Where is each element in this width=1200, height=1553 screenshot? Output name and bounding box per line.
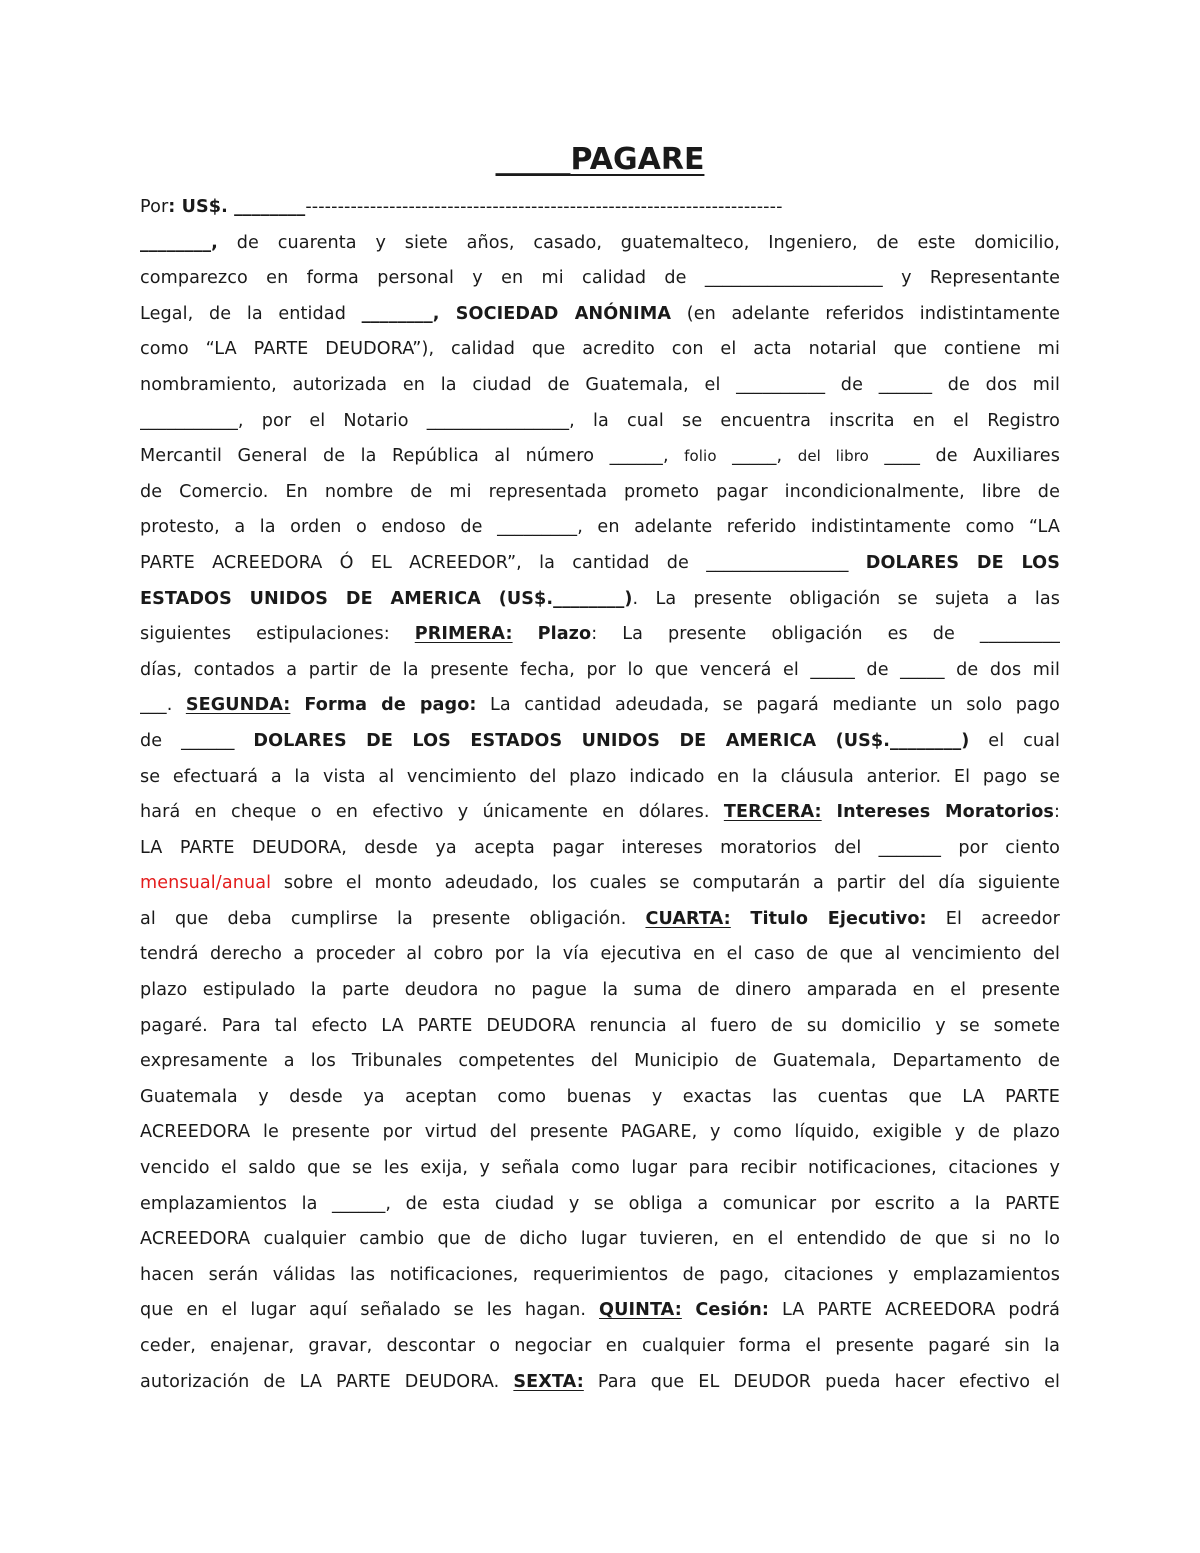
text-segment: de Comercio. En nombre de mi representada prometo pagar incondicionalmente, libre de [140,481,1060,502]
text-line [140,831,1060,867]
bold-text: Cesión: [681,1300,770,1321]
bold-text: DOLARES DE LOS [865,552,1060,573]
document-title [0,140,1200,180]
text-segment: días, contados a partir de la presente fecha, por lo que vencerá el _____ de _____ de dos mil [140,659,1060,680]
text-line [140,1115,1060,1151]
text-segment: expresamente a los Tribunales competentes del Municipio de Guatemala, Departamento de [140,1051,1060,1072]
bold-text: SEXTA: [513,1371,584,1392]
text-line [140,653,1060,689]
text-line [140,795,1060,831]
text-line [140,1293,1060,1329]
text-line [140,1365,1060,1401]
text-segment: Guatemala y desde ya aceptan como buenas y exactas las cuentas que LA PARTE [140,1086,1060,1107]
text-line [140,937,1060,973]
text-segment: tendrá derecho a proceder al cobro por la vía ejecutiva en el caso de que al vencimiento del [140,944,1060,965]
text-segment: ___________, por el Notario ________________, la cual se encuentra inscrita en el Registro [140,410,1060,431]
bold-text: : US$. ________ [168,197,306,217]
bold-text: CUARTA: [645,908,731,929]
text-segment: vencido el saldo que se les exija, y señala como lugar para recibir notificaciones, citaciones y [140,1158,1060,1179]
text-segment: . La presente obligación se sujeta a las [632,588,1060,609]
text-segment: comparezco en forma personal y en mi calidad de ____________________ y Representante [140,268,1060,289]
title-text [496,142,705,177]
bold-text: QUINTA: [599,1300,682,1321]
text-line [140,724,1060,760]
text-line [140,404,1060,440]
text-line [140,1044,1060,1080]
text-segment: del libro [797,447,869,466]
text-line [140,439,1060,475]
text-segment: La cantidad adeudada, se pagará mediante un solo pago [476,695,1060,716]
text-segment: autorización de LA PARTE DEUDORA. [140,1371,514,1392]
text-segment: ceder, enajenar, gravar, descontar o negociar en cualquier forma el presente pagaré sin la [140,1336,1060,1356]
bold-text: Titulo Ejecutivo: [730,908,927,929]
text-segment: de ______ [140,730,254,751]
text-segment: como “LA PARTE DEUDORA”), calidad que acredito con el acta notarial que contiene mi [140,339,1060,360]
text-segment: nombramiento, autorizada en la ciudad de Guatemala, el __________ de ______ de dos mil [140,374,1060,395]
text-line [140,190,1060,226]
text-line [140,1222,1060,1258]
text-line [140,1329,1060,1365]
text-line [140,297,1060,333]
text-line [140,973,1060,1009]
bold-text: ________, [140,232,218,253]
text-segment: ____ de Auxiliares [868,446,1060,467]
text-segment: : [1053,802,1060,823]
bold-text: PRIMERA: [414,624,513,645]
text-line [140,582,1060,618]
text-line [140,368,1060,404]
text-line [140,261,1060,297]
text-segment: folio [684,447,717,466]
highlighted-text: mensual/anual [140,873,272,894]
text-segment: de cuarenta y siete años, casado, guatemalteco, Ingeniero, de este domicilio, [217,232,1060,253]
text-segment [513,624,538,644]
text-line [140,1009,1060,1045]
text-line [140,902,1060,938]
text-segment: siguientes estipulaciones: [140,624,415,645]
text-segment: ACREEDORA cualquier cambio que de dicho lugar tuvieren, en el entendido de que si no lo [140,1229,1060,1250]
text-segment: hacen serán válidas las notificaciones, requerimientos de pago, citaciones y emplazamientos [140,1264,1060,1285]
text-segment: que en el lugar aquí señalado se les hagan. [140,1300,600,1321]
text-line [140,1080,1060,1116]
bold-text: ESTADOS UNIDOS DE AMERICA (US$.________) [140,588,633,609]
text-segment: protesto, a la orden o endoso de _________, en adelante referido indistintamente como “LA [140,517,1060,538]
bold-text: TERCERA: [723,802,822,823]
text-segment: Legal, de la entidad [140,303,362,324]
text-line [140,475,1060,511]
text-segment: El acreedor [926,908,1060,929]
text-segment: plazo estipulado la parte deudora no pague la suma de dinero amparada en el presente [140,980,1060,1001]
text-segment: LA PARTE DEUDORA, desde ya acepta pagar intereses moratorios del _______ por ciento [140,837,1060,858]
text-segment: sobre el monto adeudado, los cuales se computarán a partir del día siguiente [271,873,1060,894]
text-line [140,1258,1060,1294]
text-segment: : La presente obligación es de _________ [591,624,1060,645]
text-segment: ACREEDORA le presente por virtud del presente PAGARE, y como líquido, exigible y de plazo [140,1122,1060,1143]
bold-text: DOLARES DE LOS ESTADOS UNIDOS DE AMERICA (US$.________) [253,730,970,751]
bold-text: Plazo [537,624,592,645]
bold-text: SEGUNDA: [185,695,291,716]
bold-text: Intereses Moratorios [821,802,1054,823]
text-segment: (en adelante referidos indistintamente [671,303,1060,324]
bold-text: ________, SOCIEDAD ANÓNIMA [361,303,672,324]
text-line [140,760,1060,796]
text-line [140,226,1060,262]
text-line [140,688,1060,724]
text-line [140,1151,1060,1187]
text-segment: PARTE ACREEDORA Ó EL ACREEDOR”, la cantidad de ________________ [140,552,866,573]
text-segment: LA PARTE ACREEDORA podrá [769,1300,1060,1321]
text-segment: Para que EL DEUDOR pueda hacer efectivo el [583,1371,1060,1392]
title-blank: _____ [495,142,571,177]
text-line [140,617,1060,653]
text-segment: Por [140,197,169,217]
text-segment: Mercantil General de la República al número ______, [140,446,685,467]
text-segment: pagaré. Para tal efecto LA PARTE DEUDORA renuncia al fuero de su domicilio y se somete [140,1015,1060,1036]
text-segment: al que deba cumplirse la presente obligación. [140,908,646,929]
document-body [140,190,1060,1400]
text-line [140,546,1060,582]
text-line [140,510,1060,546]
text-segment: -------------------------------------------------------------------------- [305,197,783,217]
title-word: PAGARE [570,142,705,177]
text-segment: se efectuará a la vista al vencimiento del plazo indicado en la cláusula anterior. El pago se [140,766,1060,787]
text-line [140,866,1060,902]
text-line [140,332,1060,368]
text-line [140,1187,1060,1223]
text-segment: ___. [140,695,186,716]
bold-text: Forma de pago: [290,695,477,716]
text-segment: hará en cheque o en efectivo y únicamente en dólares. [140,802,724,823]
text-segment: emplazamientos la ______, de esta ciudad y se obliga a comunicar por escrito a la PARTE [140,1193,1060,1214]
text-segment: _____, [716,446,798,467]
text-segment: el cual [969,730,1060,751]
